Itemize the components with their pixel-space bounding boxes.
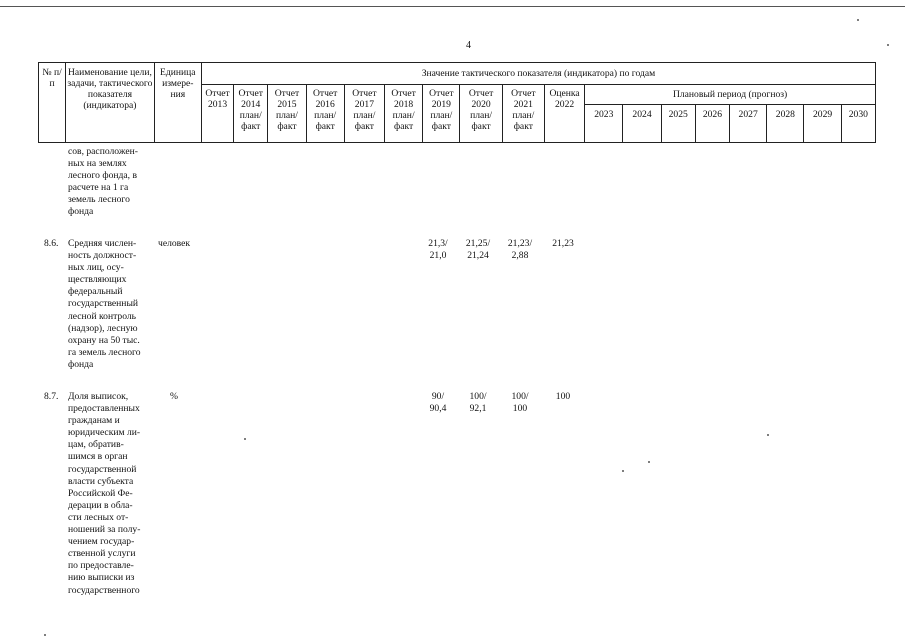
header-num-col: № п/п	[39, 63, 66, 143]
indicator-name-line: (надзор), лесную	[68, 322, 138, 334]
row-number: 8.7.	[44, 391, 59, 402]
report-plan: план/	[353, 110, 376, 121]
indicator-name-line: ность должност-	[68, 250, 137, 262]
plan-value: 21,25/	[465, 238, 491, 249]
report-fact: факт	[394, 121, 414, 132]
header-report-2016	[306, 85, 344, 143]
indicator-name-line: шимся в орган	[68, 451, 128, 463]
plan-year-2027: 2027	[730, 105, 767, 143]
indicator-name	[68, 146, 152, 219]
fact-value: 92,1	[469, 403, 487, 415]
header-report-2018	[385, 85, 423, 143]
indicator-name-line: ных на землях	[68, 158, 127, 170]
plan-year-2030: 2030	[841, 105, 875, 143]
value-2019	[419, 238, 457, 262]
plan-year-2025: 2025	[661, 105, 695, 143]
header-name-col: Наименование цели, задачи, тактического показателя (индикатора)	[66, 63, 155, 143]
header-report-2020	[460, 85, 502, 143]
report-year: 2018	[394, 99, 414, 110]
value-2021	[499, 391, 541, 415]
report-year: 2017	[354, 99, 374, 110]
indicator-name-line: федеральный	[68, 286, 123, 298]
report-year: 2014	[241, 99, 261, 110]
header-report-2014	[234, 85, 268, 143]
report-year: 2021	[513, 99, 533, 110]
indicator-name-line: расчете на 1 га	[68, 182, 129, 194]
report-year: 2020	[471, 99, 491, 110]
value-2022: 21,23	[552, 238, 574, 249]
report-plan: план/	[239, 110, 262, 121]
fact-value: 21,24	[467, 250, 489, 262]
indicator-name-line: охрану на 50 тыс.	[68, 334, 140, 346]
indicator-name-line: ществляющих	[68, 274, 127, 286]
report-label: Отчет	[511, 88, 536, 99]
indicator-name-line: сти лесных от-	[68, 511, 129, 523]
indicator-name-line: фонда	[68, 358, 94, 370]
indicator-name-line: земель лесного	[68, 194, 130, 206]
report-plan: план/	[392, 110, 415, 121]
row-number: 8.6.	[44, 238, 59, 249]
scan-speck	[887, 44, 889, 46]
report-year: 2015	[277, 99, 297, 110]
header-report-2021	[502, 85, 544, 143]
report-year: 2016	[315, 99, 335, 110]
page-number: 4	[466, 40, 471, 51]
page-top-border	[0, 6, 905, 7]
indicator-name-line: предоставленных	[68, 403, 140, 415]
indicator-name	[68, 391, 152, 597]
fact-value: 21,0	[429, 250, 447, 262]
indicator-name-line: цам, обратив-	[68, 439, 124, 451]
scan-speck	[767, 434, 769, 436]
indicator-name-line: государственного	[68, 584, 140, 596]
indicator-name-line: ных лиц, осу-	[68, 262, 124, 274]
scan-speck	[244, 438, 246, 440]
indicator-name-line: Российской Фе-	[68, 487, 133, 499]
plan-year-2024: 2024	[623, 105, 661, 143]
header-report-2019	[423, 85, 460, 143]
indicator-name-line: лесного фонда, в	[68, 170, 137, 182]
indicator-name-line: лесной контроль	[68, 310, 137, 322]
indicator-name-line: ношений за полу-	[68, 524, 141, 536]
report-fact: факт	[471, 121, 491, 132]
indicator-name-line: ственной услуги	[68, 548, 136, 560]
estimate-label: Оценка	[549, 88, 580, 99]
report-label: Отчет	[468, 88, 494, 99]
scan-speck	[857, 19, 859, 21]
indicator-name-line: государственной	[68, 463, 137, 475]
plan-value: 21,23/	[507, 238, 533, 249]
indicator-name-line: сов, расположен-	[68, 146, 138, 157]
report-fact: факт	[315, 121, 335, 132]
value-2020	[457, 391, 499, 415]
unit-cell: %	[170, 391, 178, 402]
indicator-name-line: гражданам и	[68, 415, 120, 427]
header-report-2017	[344, 85, 384, 143]
plan-year-2026: 2026	[695, 105, 729, 143]
report-plan: план/	[275, 110, 298, 121]
header-unit-col: Единица измере-ния	[154, 63, 201, 143]
indicator-name-line: государственный	[68, 298, 139, 310]
report-fact: факт	[277, 121, 297, 132]
report-year: 2013	[207, 99, 228, 110]
report-year: 2019	[431, 99, 451, 110]
indicator-name	[68, 238, 152, 371]
indicator-name-line: по предоставле-	[68, 560, 134, 572]
indicator-name-line: нию выписки из	[68, 572, 135, 584]
header-estimate-2022	[544, 85, 584, 143]
indicator-name-line: га земель лесного	[68, 346, 141, 358]
plan-year-2023: 2023	[585, 105, 623, 143]
fact-value: 100	[512, 403, 528, 415]
indicator-name-line: власти субъекта	[68, 475, 134, 487]
report-label: Отчет	[352, 88, 377, 99]
report-label: Отчет	[274, 88, 300, 99]
indicator-name-line: чением государ-	[68, 536, 135, 548]
plan-value: 21,3/	[428, 238, 448, 249]
value-2020	[457, 238, 499, 262]
report-plan: план/	[314, 110, 337, 121]
report-fact: факт	[513, 121, 533, 132]
report-label: Отчет	[205, 88, 230, 99]
plan-year-2028: 2028	[767, 105, 804, 143]
report-label: Отчет	[238, 88, 263, 99]
scan-speck	[44, 634, 46, 636]
header-report-2013	[201, 85, 233, 143]
report-label: Отчет	[391, 88, 416, 99]
scan-speck	[648, 461, 650, 463]
report-plan: план/	[512, 110, 535, 121]
fact-value: 2,88	[511, 250, 529, 262]
indicator-name-line: фонда	[68, 206, 94, 218]
indicator-name-line: юридическим ли-	[68, 427, 141, 439]
report-fact: факт	[241, 121, 261, 132]
report-fact: факт	[354, 121, 374, 132]
plan-value: 90/	[431, 391, 445, 402]
indicator-name-line: Средняя числен-	[68, 238, 137, 249]
report-fact: факт	[431, 121, 451, 132]
header-values-title: Значение тактического показателя (индикатора) по годам	[201, 63, 875, 85]
unit-cell: человек	[158, 238, 191, 249]
report-plan: план/	[430, 110, 453, 121]
scan-speck	[622, 470, 624, 472]
plan-year-2029: 2029	[804, 105, 841, 143]
report-label: Отчет	[429, 88, 454, 99]
indicator-name-line: дерации в обла-	[68, 499, 133, 511]
indicator-table-header	[38, 62, 876, 143]
value-2021	[499, 238, 541, 262]
report-label: Отчет	[312, 88, 338, 99]
estimate-year: 2022	[554, 99, 575, 110]
plan-value: 100/	[469, 391, 487, 402]
value-2022: 100	[555, 391, 571, 402]
plan-value: 100/	[511, 391, 529, 402]
report-plan: план/	[470, 110, 493, 121]
fact-value: 90,4	[429, 403, 447, 415]
indicator-name-line: Доля выписок,	[68, 391, 129, 402]
header-plan-title: Плановый период (прогноз)	[585, 85, 876, 105]
header-report-2015	[268, 85, 306, 143]
value-2019	[419, 391, 457, 415]
